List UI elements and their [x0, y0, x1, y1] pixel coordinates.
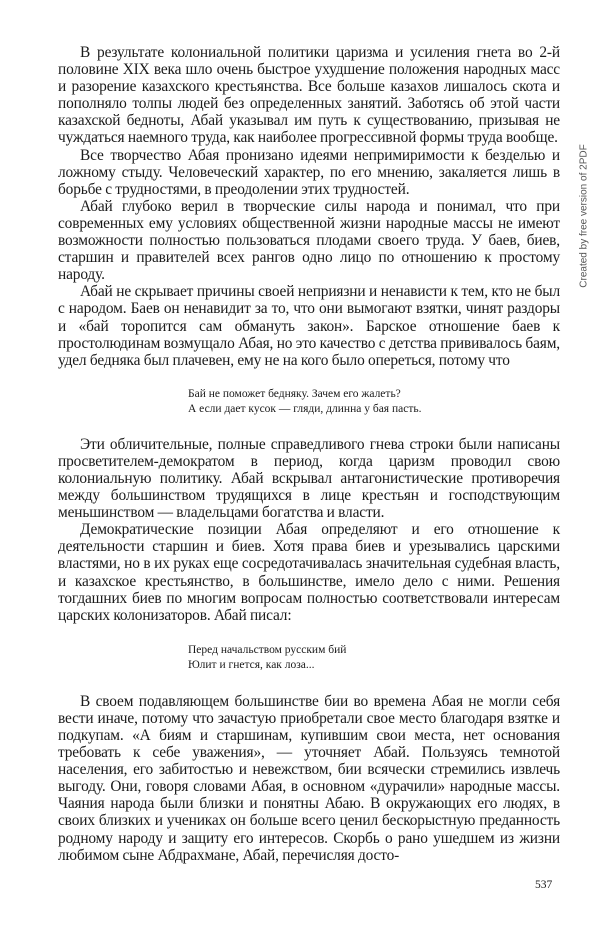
paragraph: Абай глубоко верил в творческие силы народа и понимал, что при современных ему условиях общественной жизни народные массы не имеют возможности полностью пользоваться плодами своего труда. У баев, биев, старшин и правителей всех рангов одно лицо по отношению к простому народу. [58, 197, 560, 284]
poem-line: Юлит и гнется, как лоза... [188, 658, 315, 671]
paragraph: Демократические позиции Абая определяют и его отношение к деятельности старшин и биев. Хотя права биев и урезывались царскими властями, но в их руках еще сосредотачивалась значительная судебная власть, и казахское крестьянство, в большинстве, имело дело с ними. Решения тогдашних биев по многим вопросам полностью соответствовали интересам царских колонизаторов. Абай писал: [58, 521, 560, 624]
poem-line: Бай не поможет бедняку. Зачем его жалеть? [188, 387, 401, 400]
poem-line: А если дает кусок — гляди, длинна у бая пасть. [188, 402, 422, 415]
page-number: 537 [535, 879, 553, 891]
poem-quote [58, 387, 560, 417]
paragraph: Абай не скрывает причины своей неприязни и ненависти к тем, кто не был с народом. Баев он ненавидит за то, что они вымогают взятки, чинят раздоры и «бай торопится сам обмануть закон». Барское отношение баев к простолюдинам возмущало Абая, но это качество с детства прививалось баям, удел бедняка был плачевен, ему не на кого было опереться, потому что [58, 283, 560, 369]
watermark-text: Created by free version of 2PDF [578, 144, 590, 288]
page-body [58, 44, 560, 864]
paragraph: В своем подавляющем большинстве бии во времена Абая не могли себя вести иначе, потому что зачастую приобретали свое место благодаря взятке и подкупам. «А биям и старшинам, купившим свои места, нет основания требовать к себе уважения», — уточняет Абай. Пользуясь темнотой населения, его забитостью и невежством, бии всячески стремились извлечь выгоду. Они, говоря словами Абая, в основном «дурачили» народные массы. Чаяния народа были близки и понятны Абаю. В окружающих его людях, в своих близких и учениках он больше всего ценил бескорыстную преданность родному народу и защиту его интересов. Скорбь о рано ушедшем из жизни любимом сыне Абдрахмане, Абай, перечисляя досто- [58, 692, 560, 864]
watermark [574, 116, 594, 316]
paragraph: Эти обличительные, полные справедливого гнева строки были написаны просветителем-демократом в период, когда царизм проводил свою колониальную политику. Абай вскрывал антагонистические противоречия между большинством трудящихся в лице крестьян и господствующим меньшинством — владельцами богатства и власти. [58, 435, 560, 522]
poem-line: Перед начальством русским бий [188, 643, 347, 656]
poem-quote [58, 643, 560, 673]
paragraph: В результате колониальной политики царизма и усиления гнета во 2-й половине XIX века шло очень быстрое ухудшение положения народных масс и разорение казахского крестьянства. Все больше казахов лишалось скота и пополняло толпы людей без определенных занятий. Заботясь об этой части казахской бедноты, Абай указывал им путь к существованию, призывая не чуждаться наемного труда, как наиболее прогрессивной формы труда вообще. [58, 44, 560, 147]
paragraph: Все творчество Абая пронизано идеями непримиримости к безделью и ложному стыду. Человеческий характер, по его мнению, закаляется лишь в борьбе с трудностями, в преодолении этих трудностей. [58, 146, 560, 198]
